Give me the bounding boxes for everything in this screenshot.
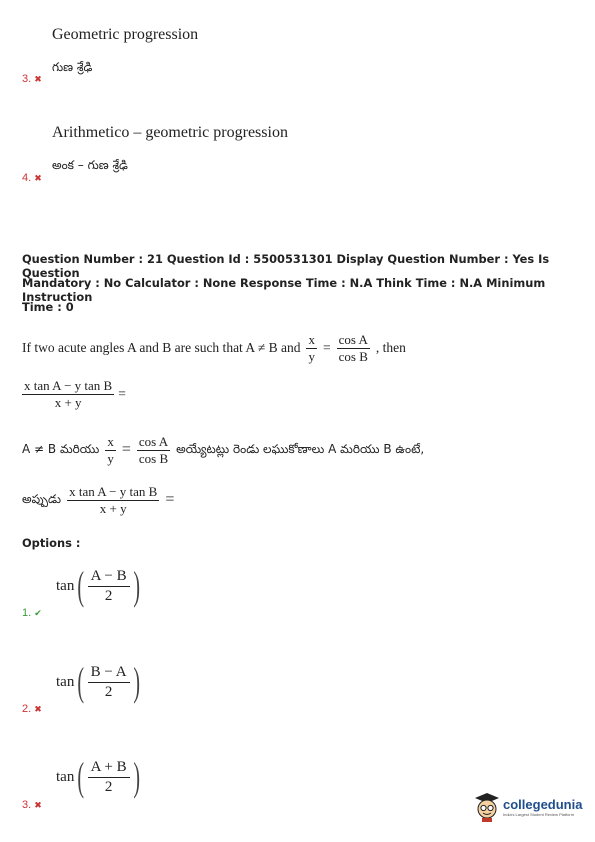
question-meta-line2: Mandatory : No Calculator : None Response Time : N.A Think Time : N.A Minimum Instruction <box>22 276 546 304</box>
fraction-cosA-over-cosB-telugu: $\frac{\text{cos A}}{\text{cos B}}$ <box>138 434 169 466</box>
logo-tagline: India's Largest Student Review Platform <box>503 812 575 817</box>
option-4-telugu: అంక – గుణ శ్రేఢి <box>52 158 128 172</box>
cross-icon: ✖ <box>34 173 42 183</box>
question-meta-line3: Time : 0 <box>22 300 74 314</box>
question-english-line2: $\frac{\text{x tan A − y tan B}}{x + y}$ = <box>24 378 126 410</box>
cross-icon: ✖ <box>34 74 42 84</box>
question-meta-line1: Question Number : 21 Question Id : 5500531301 Display Question Number : Yes Is Question <box>22 252 550 280</box>
option-3-number-bottom: 3. ✖ <box>22 799 42 811</box>
question-telugu-prefix: A ≠ B మరియు <box>22 441 100 456</box>
option-1-fraction: $\frac{A - B}{2}$ <box>88 567 130 606</box>
fraction-expression: $\frac{\text{x tan A − y tan B}}{x + y}$ <box>24 378 113 410</box>
option-2-number: 2. ✖ <box>22 703 42 715</box>
collegedunia-logo <box>474 792 582 822</box>
logo-name: collegedunia <box>503 797 583 812</box>
options-label: Options : <box>22 536 81 550</box>
question-english-line1: If two acute angles A and B are such that A ≠ B and $\frac{x}{y}$ = $\frac{\text{cos A}}{\text{cos B}}$ , then <box>22 332 406 364</box>
option-2-fraction: $\frac{B - A}{2}$ <box>88 663 130 702</box>
option-3-math: Geometric progression <box>52 26 199 43</box>
fraction-cosA-over-cosB: $\frac{\text{cos A}}{\text{cos B}}$ <box>338 332 368 364</box>
option-3-telugu: గుణ శ్రేఢి <box>52 60 93 74</box>
cross-icon: ✖ <box>34 800 42 810</box>
option-1-expression: tan ( $\frac{A - B}{2}$ ) <box>56 563 140 608</box>
question-telugu-line2: అప్పుడు $\frac{\text{x tan A − y tan B}}{x + y}$ = <box>22 484 175 516</box>
option-4-number: 4. ✖ <box>22 172 42 184</box>
cross-icon: ✖ <box>34 704 42 714</box>
fraction-expression-telugu: $\frac{\text{x tan A − y tan B}}{x + y}$ <box>69 484 158 516</box>
option-4-math: Arithmetico – geometric progression <box>52 124 288 141</box>
question-english-prefix: If two acute angles A and B are such that A ≠ B and <box>22 340 301 356</box>
fraction-x-over-y-telugu: $\frac{x}{y}$ <box>107 434 114 466</box>
option-2-expression: tan ( $\frac{B - A}{2}$ ) <box>56 659 140 704</box>
option-3-expression: tan ( $\frac{A + B}{2}$ ) <box>56 754 140 799</box>
option-3-fraction: $\frac{A + B}{2}$ <box>88 758 130 797</box>
fraction-x-over-y: $\frac{x}{y}$ <box>308 332 315 364</box>
check-icon: ✔ <box>34 608 42 618</box>
option-1-number: 1. ✔ <box>22 607 42 619</box>
question-telugu-line1: A ≠ B మరియు $\frac{x}{y}$ = $\frac{\text{cos A}}{\text{cos B}}$ అయ్యేటట్లు రెండు లఘుకోణాలు A మరియు B ఉంటే, <box>22 434 425 466</box>
mascot-icon <box>474 792 500 822</box>
option-3-number: 3. ✖ <box>22 73 42 85</box>
